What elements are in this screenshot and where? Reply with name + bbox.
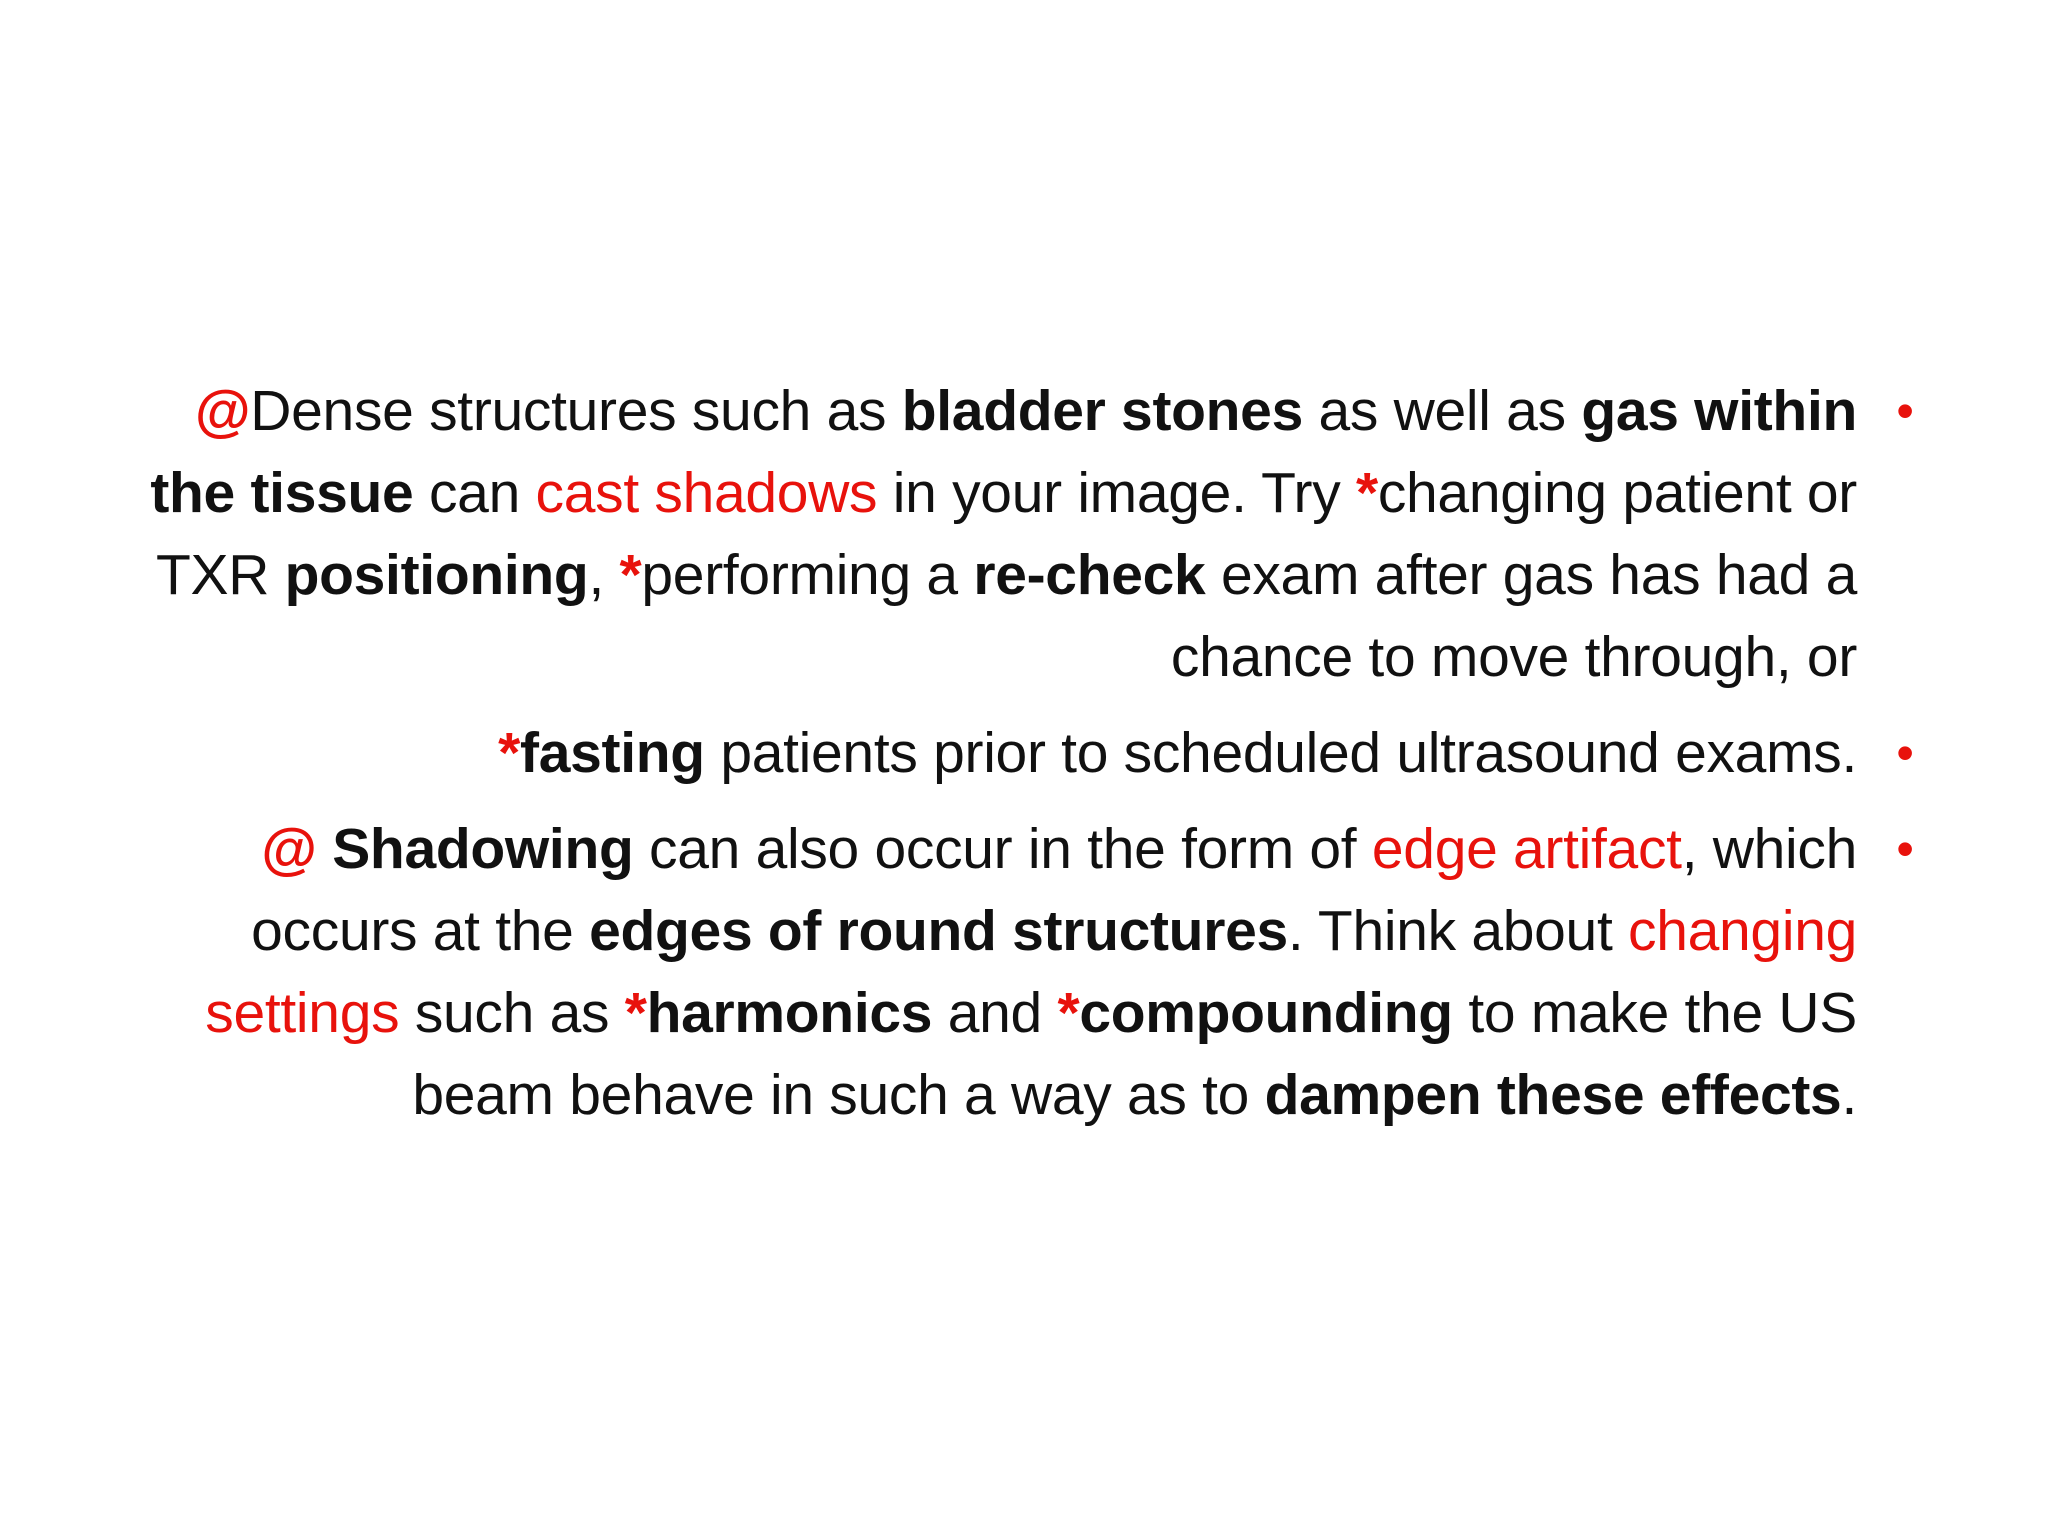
bullet-item-2 bbox=[130, 712, 1920, 794]
text-segment: can also occur in the form of bbox=[633, 817, 1372, 881]
bullet-item-1 bbox=[130, 370, 1920, 698]
text-segment: exam after gas has had a chance to move through, or bbox=[1170, 543, 1857, 689]
text-segment: * bbox=[1355, 461, 1378, 525]
text-segment: positioning bbox=[284, 543, 589, 607]
text-segment: , bbox=[588, 543, 620, 607]
text-segment: harmonics bbox=[646, 981, 933, 1045]
text-segment: gas within the tissue bbox=[150, 379, 1857, 525]
bullet-dot-icon: • bbox=[1896, 821, 1914, 877]
bullet-dot-icon: • bbox=[1896, 383, 1914, 439]
text-segment: such as bbox=[399, 981, 625, 1045]
text-segment: edges of round structures bbox=[589, 899, 1288, 963]
text-segment: @ bbox=[195, 379, 251, 443]
text-segment: @ bbox=[261, 817, 317, 881]
text-segment: performing a bbox=[641, 543, 974, 607]
text-segment: * bbox=[619, 543, 642, 607]
text-segment: * bbox=[1057, 981, 1080, 1045]
text-segment: fasting bbox=[520, 721, 705, 785]
text-segment: dampen these effects bbox=[1264, 1063, 1842, 1127]
text-segment: compounding bbox=[1079, 981, 1453, 1045]
text-segment: edge artifact bbox=[1371, 817, 1682, 881]
text-segment: , which occurs at the bbox=[251, 817, 1857, 963]
text-segment: bladder stones bbox=[901, 379, 1303, 443]
text-segment: * bbox=[498, 721, 521, 785]
text-segment: can bbox=[413, 461, 536, 525]
text-segment: changing settings bbox=[205, 899, 1857, 1045]
text-segment: . Think about bbox=[1287, 899, 1629, 963]
text-segment: re-check bbox=[973, 543, 1206, 607]
text-segment: changing patient or TXR bbox=[155, 461, 1857, 607]
bullet-dot-icon: • bbox=[1896, 725, 1914, 781]
text-segment: * bbox=[624, 981, 647, 1045]
text-segment: as well as bbox=[1302, 379, 1582, 443]
text-segment: patients prior to scheduled ultrasound exams. bbox=[704, 721, 1857, 785]
text-segment bbox=[317, 817, 333, 881]
text-segment: . bbox=[1841, 1063, 1857, 1127]
bullet-list bbox=[130, 370, 1920, 1150]
text-segment: and bbox=[932, 981, 1058, 1045]
text-segment: Shadowing bbox=[332, 817, 634, 881]
bullet-item-3 bbox=[130, 808, 1920, 1136]
text-segment: Dense structures such as bbox=[250, 379, 902, 443]
text-segment: to make the US beam behave in such a way as to bbox=[412, 981, 1857, 1127]
text-segment: in your image. Try bbox=[877, 461, 1356, 525]
text-segment: cast shadows bbox=[535, 461, 878, 525]
